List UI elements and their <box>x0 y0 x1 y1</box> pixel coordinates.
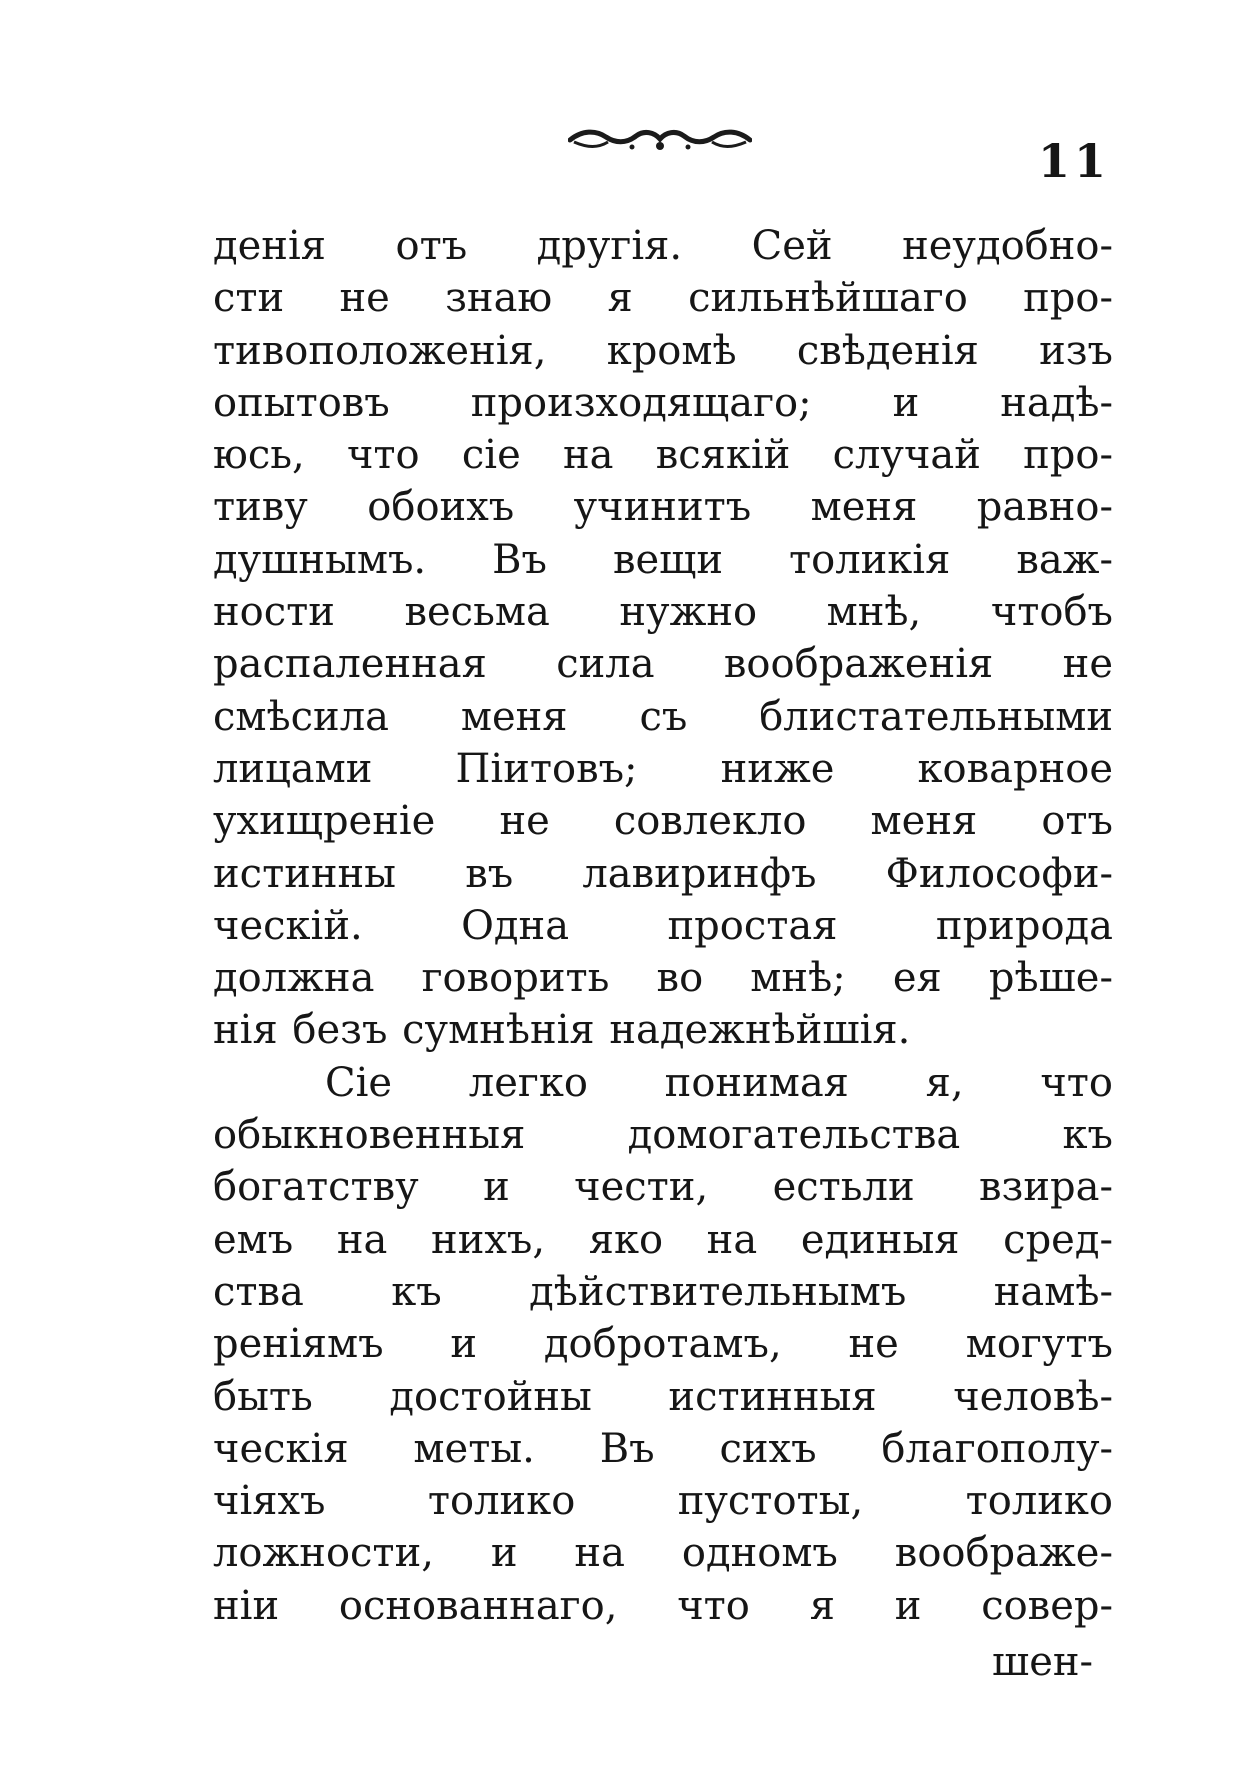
text-line: сти не знаю я сильнѣйшаго про- <box>213 275 1113 322</box>
text-line: душнымъ. Въ вещи толикія важ- <box>213 536 1113 583</box>
text-line: нія безъ сумнѣнія надежнѣйшія. <box>213 1007 911 1054</box>
text-line: денія отъ другія. Сей неудобно- <box>213 223 1113 269</box>
text-line: реніямъ и добротамъ, не могутъ <box>213 1321 1113 1368</box>
text-line: емъ на нихъ, яко на единыя сред- <box>213 1216 1113 1263</box>
catchword: шен- <box>992 1639 1094 1685</box>
text-line: распаленная сила воображенія не <box>213 641 1113 688</box>
paragraph-start-line: Сіе легко понимая я, что <box>325 1059 1113 1106</box>
text-line: ческій. Одна простая природа <box>213 902 1113 949</box>
body-text <box>213 220 1113 1632</box>
text-line: опытовъ произходящаго; и надѣ- <box>213 379 1113 426</box>
text-line: ложности, и на одномъ воображе- <box>213 1530 1113 1577</box>
text-line: быть достойны истинныя человѣ- <box>213 1373 1113 1420</box>
text-line: ческія меты. Въ сихъ благополу- <box>213 1425 1113 1472</box>
text-line: тиву обоихъ учинитъ меня равно- <box>213 484 1113 531</box>
text-line: богатству и чести, естьли взира- <box>213 1164 1113 1211</box>
text-line: обыкновенныя домогательства къ <box>213 1112 1113 1159</box>
headpiece-ornament-icon <box>568 120 752 156</box>
text-line: лицами Піитовъ; ниже коварное <box>213 745 1113 792</box>
text-line: чіяхъ толико пустоты, толико <box>213 1478 1113 1525</box>
text-line: должна говорить во мнѣ; ея рѣше- <box>213 955 1113 1002</box>
text-line: тивоположенія, кромѣ свѣденія изъ <box>213 327 1113 374</box>
text-line: ніи основаннаго, что я и совер- <box>213 1582 1113 1629</box>
text-line: смѣсила меня съ блистательными <box>213 693 1113 740</box>
text-line: юсь, что сіе на всякій случай про- <box>213 432 1113 479</box>
text-line: ства къ дѣйствительнымъ намѣ- <box>213 1268 1113 1315</box>
text-line: ухищреніе не совлекло меня отъ <box>213 798 1113 845</box>
page-number: 11 <box>1038 134 1111 188</box>
text-line: истинны въ лавиринфъ Философи- <box>213 850 1113 897</box>
text-line: ности весьма нужно мнѣ, чтобъ <box>213 589 1113 636</box>
